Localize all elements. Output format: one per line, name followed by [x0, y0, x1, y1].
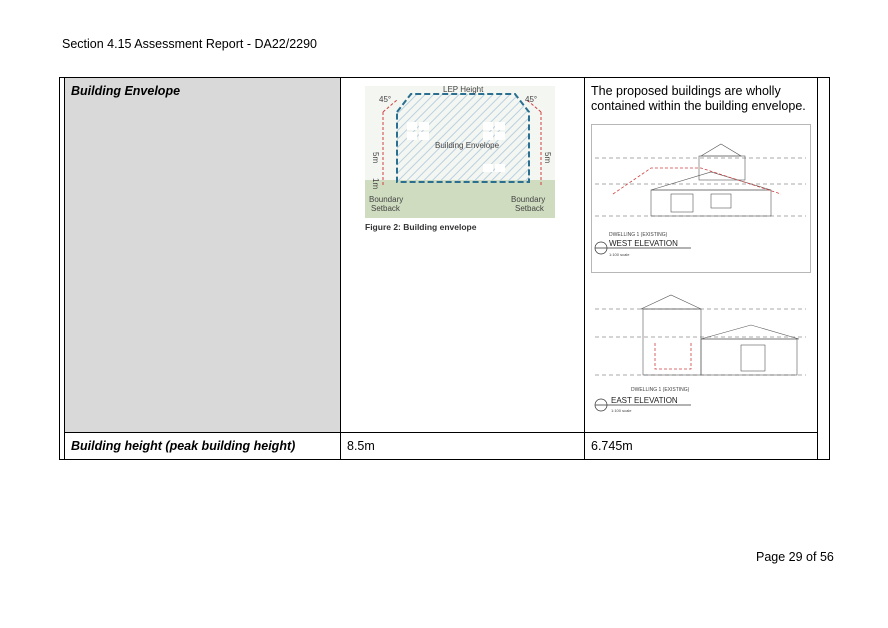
- lep-height-label: LEP Height: [443, 86, 484, 94]
- row-label-building-envelope: Building Envelope: [65, 78, 341, 433]
- boundary-right-label-1: Boundary: [511, 195, 546, 204]
- building-envelope-figure: [365, 86, 565, 236]
- east-elevation-subtitle: DWELLING 1 (EXISTING): [631, 387, 690, 393]
- east-elevation-drawing: [591, 279, 811, 417]
- building-envelope-figure-cell: [341, 78, 585, 433]
- height-right-label: 5m: [543, 152, 552, 164]
- table-row: [65, 433, 818, 460]
- assessment-table: [64, 77, 818, 460]
- table-row: [65, 78, 818, 433]
- angle-left-label: 45°: [379, 95, 392, 104]
- page-number: Page 29 of 56: [756, 550, 834, 564]
- west-elevation-scale: 1:100 scale: [609, 252, 630, 257]
- east-elevation-title: EAST ELEVATION: [611, 396, 678, 405]
- envelope-label: Building Envelope: [435, 141, 500, 150]
- page-header: Section 4.15 Assessment Report - DA22/2290: [62, 37, 318, 51]
- angle-right-label: 45°: [525, 95, 538, 104]
- boundary-right-label-2: Setback: [515, 204, 544, 213]
- building-height-control: 8.5m: [341, 433, 585, 460]
- west-elevation-subtitle: DWELLING 1 (EXISTING): [609, 232, 668, 238]
- building-envelope-comment: The proposed buildings are wholly contained within the building envelope.: [591, 84, 806, 113]
- boundary-left-label-2: Setback: [371, 204, 400, 213]
- row-label-building-height: Building height (peak building height): [65, 433, 341, 460]
- building-height-proposed: 6.745m: [585, 433, 818, 460]
- building-envelope-comment-cell: [585, 78, 818, 433]
- ground-height-label: 1m: [371, 178, 380, 190]
- figure-caption: Figure 2: Building envelope: [365, 222, 477, 232]
- boundary-left-label-1: Boundary: [369, 195, 404, 204]
- east-elevation-scale: 1:100 scale: [611, 408, 632, 413]
- height-left-label: 5m: [371, 152, 380, 164]
- west-elevation-drawing: [591, 124, 811, 274]
- west-elevation-title: WEST ELEVATION: [609, 239, 678, 248]
